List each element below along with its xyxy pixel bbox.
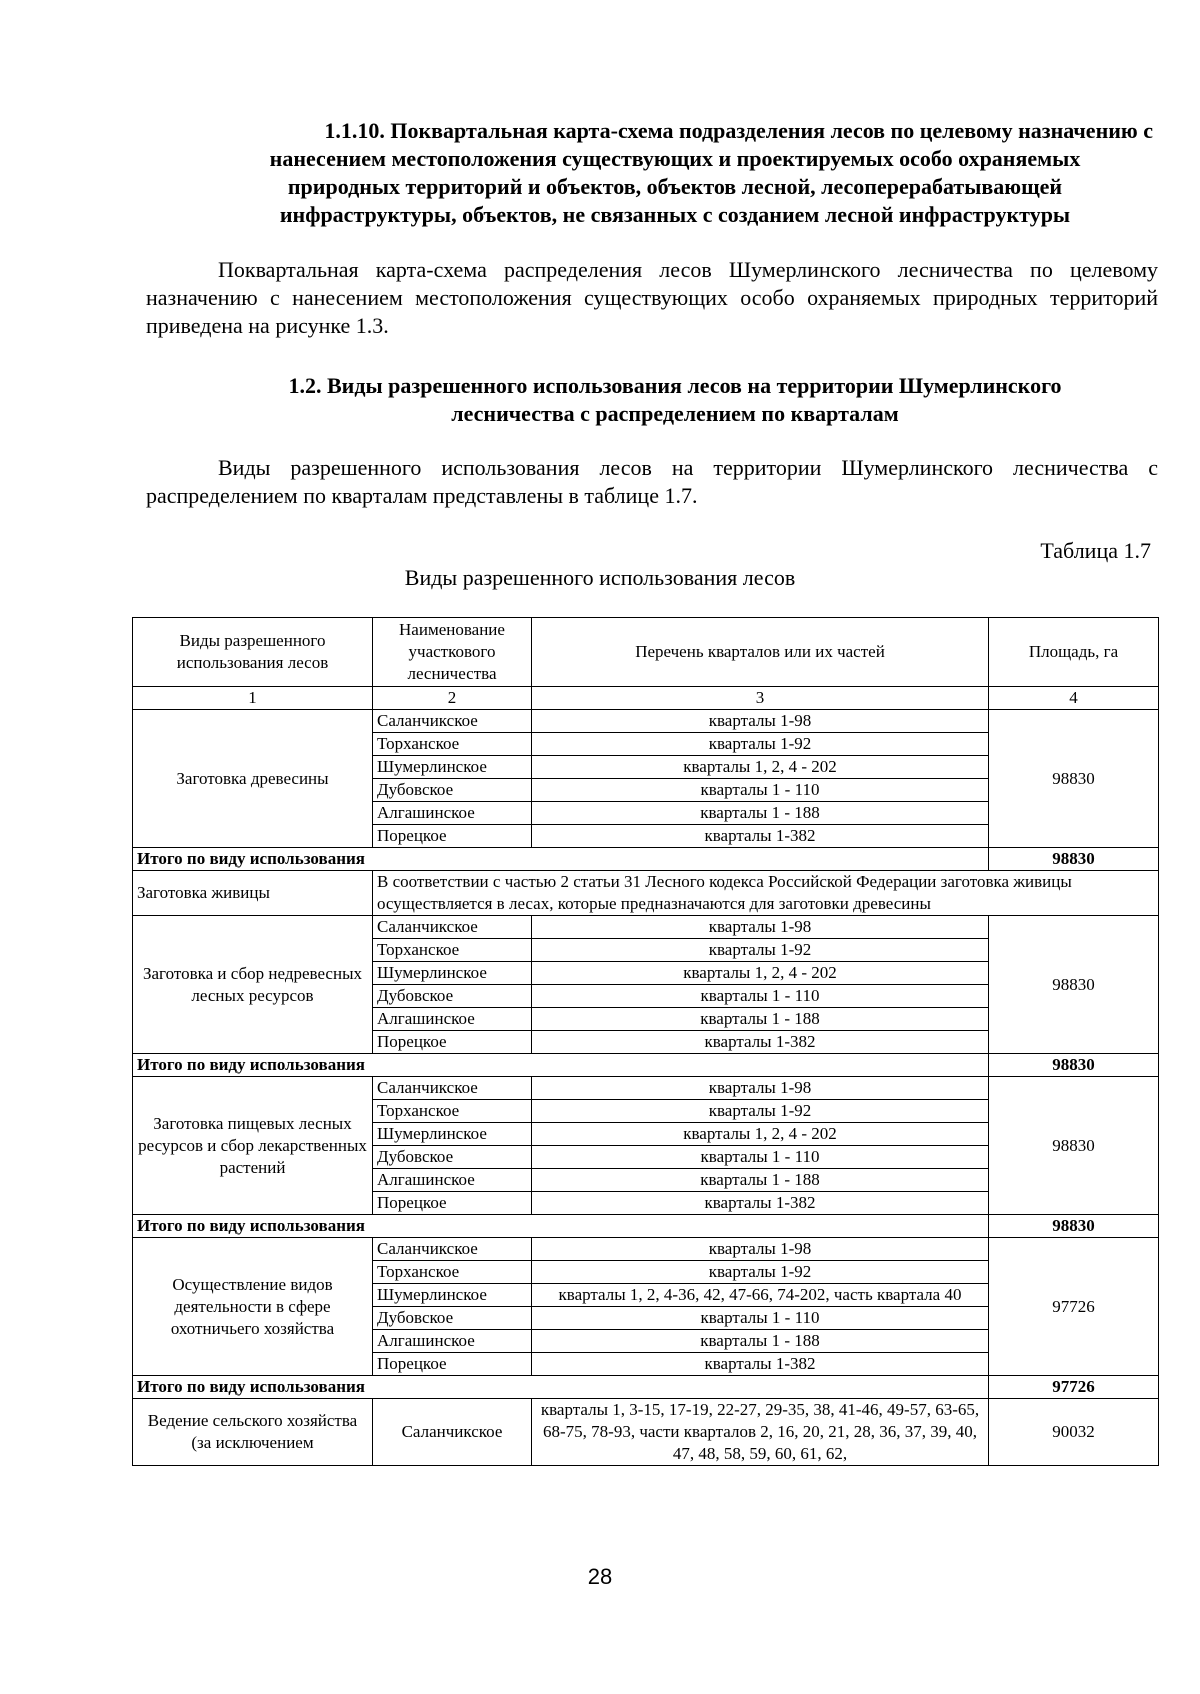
quarters-cell: кварталы 1-98	[532, 916, 989, 939]
total-value: 98830	[989, 1215, 1159, 1238]
quarters-cell: кварталы 1 - 110	[532, 779, 989, 802]
forestry-cell: Саланчикское	[373, 1077, 532, 1100]
forestry-cell: Дубовское	[373, 985, 532, 1008]
page-number: 28	[587, 1564, 613, 1589]
forestry-cell: Шумерлинское	[373, 962, 532, 985]
use-type-cell: Заготовка живицы	[133, 871, 373, 916]
heading-line: 1.1.10. Поквартальная карта-схема подразделения лесов по целевому назначению с	[324, 118, 1153, 143]
use-type-cell: Заготовка древесины	[133, 710, 373, 848]
header-forestry: Наименование участкового лесничества	[373, 618, 532, 687]
table-row	[133, 916, 1159, 939]
quarters-cell: кварталы 1-98	[532, 1077, 989, 1100]
quarters-cell: кварталы 1, 3-15, 17-19, 22-27, 29-35, 38, 41-46, 49-57, 63-65, 68-75, 78-93, части кварталов 2, 16, 20, 21, 28, 36, 37, 39, 40, 47, 48, 58, 59, 60, 61, 62,	[532, 1399, 989, 1466]
section-1-2-heading	[195, 372, 1155, 428]
table-number: Таблица 1.7	[1040, 538, 1151, 563]
forestry-cell: Дубовское	[373, 1307, 532, 1330]
table-row	[133, 710, 1159, 733]
forestry-cell: Торханское	[373, 1100, 532, 1123]
quarters-cell: кварталы 1 - 188	[532, 1330, 989, 1353]
area-cell: 98830	[989, 916, 1159, 1054]
area-cell: 98830	[989, 1077, 1159, 1215]
forestry-cell: Шумерлинское	[373, 1284, 532, 1307]
forestry-cell: Алгашинское	[373, 802, 532, 825]
table-row	[133, 1238, 1159, 1261]
forestry-cell: Саланчикское	[373, 1399, 532, 1466]
header-quarters: Перечень кварталов или их частей	[532, 618, 989, 687]
section-1-1-10-heading	[195, 117, 1155, 229]
table-row	[133, 1399, 1159, 1466]
forestry-cell: Порецкое	[373, 825, 532, 848]
quarters-cell: кварталы 1 - 110	[532, 985, 989, 1008]
total-row	[133, 1215, 1159, 1238]
use-type-cell: Заготовка и сбор недревесных лесных ресурсов	[133, 916, 373, 1054]
quarters-cell: кварталы 1 - 110	[532, 1307, 989, 1330]
heading-line: 1.2. Виды разрешенного использования лесов на территории Шумерлинского	[288, 373, 1062, 398]
quarters-cell: кварталы 1-92	[532, 733, 989, 756]
column-number-row	[133, 687, 1159, 710]
quarters-cell: кварталы 1-92	[532, 1261, 989, 1284]
total-value: 98830	[989, 848, 1159, 871]
forestry-cell: Дубовское	[373, 779, 532, 802]
quarters-cell: кварталы 1, 2, 4 - 202	[532, 756, 989, 779]
total-label: Итого по виду использования	[133, 848, 989, 871]
quarters-cell: кварталы 1 - 188	[532, 1169, 989, 1192]
forestry-cell: Саланчикское	[373, 710, 532, 733]
forestry-cell: Шумерлинское	[373, 756, 532, 779]
forestry-cell: Алгашинское	[373, 1330, 532, 1353]
quarters-cell: кварталы 1, 2, 4 - 202	[532, 1123, 989, 1146]
forestry-cell: Алгашинское	[373, 1008, 532, 1031]
section-1-2-paragraph: Виды разрешенного использования лесов на территории Шумерлинского лесничества с распределением по кварталам представлены в таблице 1.7.	[146, 455, 1158, 508]
heading-line: лесничества с распределением по кварталам	[451, 401, 899, 426]
total-label: Итого по виду использования	[133, 1376, 989, 1399]
quarters-cell: кварталы 1-382	[532, 1353, 989, 1376]
quarters-cell: кварталы 1-92	[532, 1100, 989, 1123]
quarters-cell: кварталы 1-382	[532, 1192, 989, 1215]
use-type-cell: Ведение сельского хозяйства (за исключением	[133, 1399, 373, 1466]
forestry-cell: Торханское	[373, 733, 532, 756]
forest-use-table	[132, 617, 1159, 1466]
heading-line: природных территорий и объектов, объектов лесной, лесоперерабатывающей	[287, 174, 1063, 199]
column-number: 2	[373, 687, 532, 710]
quarters-cell: кварталы 1, 2, 4 - 202	[532, 962, 989, 985]
forestry-cell: Саланчикское	[373, 1238, 532, 1261]
total-value: 98830	[989, 1054, 1159, 1077]
quarters-cell: кварталы 1 - 188	[532, 1008, 989, 1031]
forestry-cell: Порецкое	[373, 1192, 532, 1215]
column-number: 4	[989, 687, 1159, 710]
area-cell: 90032	[989, 1399, 1159, 1466]
header-area: Площадь, га	[989, 618, 1159, 687]
use-type-cell: Заготовка пищевых лесных ресурсов и сбор лекарственных растений	[133, 1077, 373, 1215]
table-row	[133, 1077, 1159, 1100]
quarters-cell: кварталы 1, 2, 4-36, 42, 47-66, 74-202, часть квартала 40	[532, 1284, 989, 1307]
column-number: 1	[133, 687, 373, 710]
quarters-cell: кварталы 1-382	[532, 825, 989, 848]
total-value: 97726	[989, 1376, 1159, 1399]
total-row	[133, 1376, 1159, 1399]
forestry-cell: Шумерлинское	[373, 1123, 532, 1146]
heading-line: инфраструктуры, объектов, не связанных с созданием лесной инфраструктуры	[279, 202, 1071, 227]
table-row	[133, 871, 1159, 916]
table-header-row	[133, 618, 1159, 687]
area-cell: 97726	[989, 1238, 1159, 1376]
quarters-cell: кварталы 1-92	[532, 939, 989, 962]
area-cell: 98830	[989, 710, 1159, 848]
total-label: Итого по виду использования	[133, 1215, 989, 1238]
quarters-cell: кварталы 1-382	[532, 1031, 989, 1054]
forestry-cell: Дубовское	[373, 1146, 532, 1169]
quarters-cell: кварталы 1 - 110	[532, 1146, 989, 1169]
heading-line: нанесением местоположения существующих и проектируемых особо охраняемых	[269, 146, 1081, 171]
forestry-cell: Алгашинское	[373, 1169, 532, 1192]
column-number: 3	[532, 687, 989, 710]
forestry-cell: Порецкое	[373, 1031, 532, 1054]
section-1-1-10-paragraph: Поквартальная карта-схема распределения лесов Шумерлинского лесничества по целевому назначению с нанесением местоположения существующих особо охраняемых природных территорий приведена на рисунке 1.3.	[146, 257, 1158, 338]
note-cell: В соответствии с частью 2 статьи 31 Лесного кодекса Российской Федерации заготовка живицы осуществляется в лесах, которые предназначаются для заготовки древесины	[373, 871, 1159, 916]
forestry-cell: Торханское	[373, 1261, 532, 1284]
total-row	[133, 1054, 1159, 1077]
use-type-cell: Осуществление видов деятельности в сфере охотничьего хозяйства	[133, 1238, 373, 1376]
forestry-cell: Саланчикское	[373, 916, 532, 939]
total-row	[133, 848, 1159, 871]
quarters-cell: кварталы 1 - 188	[532, 802, 989, 825]
quarters-cell: кварталы 1-98	[532, 1238, 989, 1261]
total-label: Итого по виду использования	[133, 1054, 989, 1077]
forestry-cell: Торханское	[373, 939, 532, 962]
quarters-cell: кварталы 1-98	[532, 710, 989, 733]
table-title: Виды разрешенного использования лесов	[404, 565, 796, 590]
header-use-type: Виды разрешенного использования лесов	[133, 618, 373, 687]
forestry-cell: Порецкое	[373, 1353, 532, 1376]
